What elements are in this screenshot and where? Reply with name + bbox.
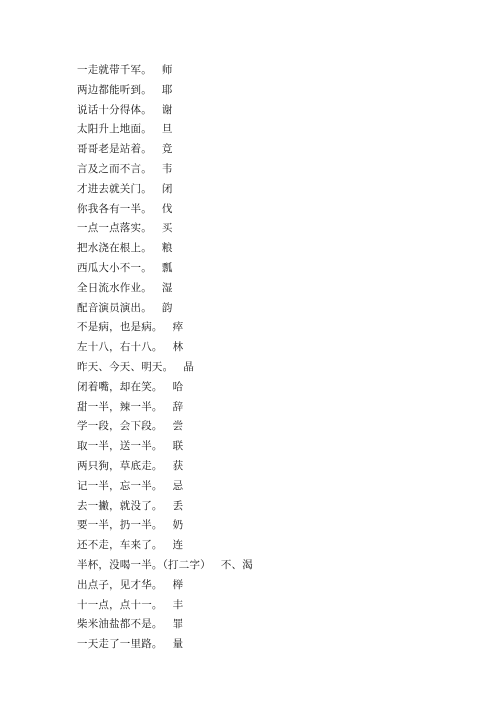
riddle-row xyxy=(77,615,253,635)
riddle-question: 太阳升上地面。 xyxy=(77,123,152,136)
riddle-row xyxy=(77,338,253,358)
riddle-question: 柴米油盐都不是。 xyxy=(77,618,163,631)
riddle-row xyxy=(77,635,253,655)
riddle-question: 去一撇，就没了。 xyxy=(77,499,163,512)
riddle-question: 要一半，扔一半。 xyxy=(77,519,163,532)
riddle-question: 不是病，也是病。 xyxy=(77,321,163,334)
riddle-row xyxy=(77,219,253,239)
riddle-answer: 不、渴 xyxy=(220,558,253,571)
riddle-question: 两边都能听到。 xyxy=(77,83,152,96)
riddle-question: 还不走，车来了。 xyxy=(77,539,163,552)
riddle-answer: 师 xyxy=(161,64,173,76)
riddle-row xyxy=(77,477,253,497)
riddle-question: 配音演员演出。 xyxy=(77,301,152,314)
riddle-row xyxy=(77,180,253,200)
riddle-row xyxy=(77,81,253,101)
riddle-answer: 粮 xyxy=(161,242,173,255)
riddle-row xyxy=(77,140,253,160)
riddle-row xyxy=(77,497,253,517)
riddle-row xyxy=(77,259,253,279)
riddle-row xyxy=(77,437,253,457)
riddle-question: 记一半，忘一半。 xyxy=(77,479,163,492)
riddle-question: 一点一点落实。 xyxy=(77,222,152,235)
riddle-question: 十一点，点十一。 xyxy=(77,598,163,611)
riddle-row xyxy=(77,318,253,338)
riddle-row xyxy=(77,417,253,437)
riddle-question: 全日流水作业。 xyxy=(77,281,152,294)
riddle-row xyxy=(77,378,253,398)
riddle-answer: 尝 xyxy=(172,420,184,433)
riddle-question: 把水浇在根上。 xyxy=(77,242,152,255)
riddle-question: 一天走了一里路。 xyxy=(77,638,163,651)
riddle-answer: 湿 xyxy=(161,281,173,294)
riddle-answer: 联 xyxy=(172,440,184,453)
riddle-answer: 伐 xyxy=(161,202,173,215)
riddle-row xyxy=(77,516,253,536)
riddle-answer: 韵 xyxy=(161,301,173,314)
riddle-row xyxy=(77,101,253,121)
riddle-row xyxy=(77,457,253,477)
riddle-row xyxy=(77,358,253,378)
riddle-answer: 旦 xyxy=(161,123,173,136)
riddle-answer: 丰 xyxy=(172,598,184,611)
riddle-answer: 闭 xyxy=(161,182,173,195)
riddle-answer: 奶 xyxy=(172,519,184,532)
riddle-row xyxy=(77,596,253,616)
riddle-row xyxy=(77,398,253,418)
riddle-answer: 罪 xyxy=(172,618,184,631)
riddle-answer: 瘁 xyxy=(172,321,184,334)
riddle-answer: 谢 xyxy=(161,103,173,116)
riddle-answer: 榉 xyxy=(172,578,184,591)
riddle-row xyxy=(77,61,253,81)
riddle-row xyxy=(77,120,253,140)
riddle-answer: 林 xyxy=(172,341,184,354)
riddle-list xyxy=(77,61,253,655)
riddle-row xyxy=(77,536,253,556)
riddle-question: 取一半，送一半。 xyxy=(77,440,163,453)
riddle-answer: 耶 xyxy=(161,83,173,96)
riddle-answer: 买 xyxy=(161,222,173,235)
riddle-question: 甜一半，辣一半。 xyxy=(77,400,163,413)
riddle-question: 你我各有一半。 xyxy=(77,202,152,215)
riddle-question: 出点子，见才华。 xyxy=(77,578,163,591)
riddle-question: 说话十分得体。 xyxy=(77,103,152,116)
riddle-answer: 哈 xyxy=(172,380,184,393)
riddle-question: 闭着嘴，却在笑。 xyxy=(77,380,163,393)
riddle-row xyxy=(77,279,253,299)
riddle-answer: 忌 xyxy=(172,479,184,492)
riddle-answer: 量 xyxy=(172,638,184,651)
riddle-answer: 丢 xyxy=(172,499,184,512)
riddle-row xyxy=(77,239,253,259)
riddle-question: 一走就带千军。 xyxy=(77,64,152,76)
riddle-row xyxy=(77,299,253,319)
riddle-answer: 韦 xyxy=(161,162,173,175)
riddle-question: 言及之而不言。 xyxy=(77,162,152,175)
riddle-answer: 获 xyxy=(172,459,184,472)
riddle-row xyxy=(77,556,253,576)
riddle-question: 才进去就关门。 xyxy=(77,182,152,195)
riddle-answer: 晶 xyxy=(183,360,195,373)
riddle-row xyxy=(77,200,253,220)
riddle-row xyxy=(77,160,253,180)
riddle-question: 学一段，会下段。 xyxy=(77,420,163,433)
riddle-answer: 竞 xyxy=(161,143,173,156)
riddle-question: 哥哥老是站着。 xyxy=(77,143,152,156)
riddle-question: 昨天、今天、明天。 xyxy=(77,360,174,373)
riddle-answer: 连 xyxy=(172,539,184,552)
riddle-question: 两只狗，草底走。 xyxy=(77,459,163,472)
riddle-answer: 瓢 xyxy=(161,261,173,274)
riddle-answer: 辞 xyxy=(172,400,184,413)
riddle-row xyxy=(77,576,253,596)
riddle-question: 半杯，没喝一半。（打二字） xyxy=(77,558,211,571)
riddle-question: 左十八，右十八。 xyxy=(77,341,163,354)
riddle-question: 西瓜大小不一。 xyxy=(77,261,152,274)
